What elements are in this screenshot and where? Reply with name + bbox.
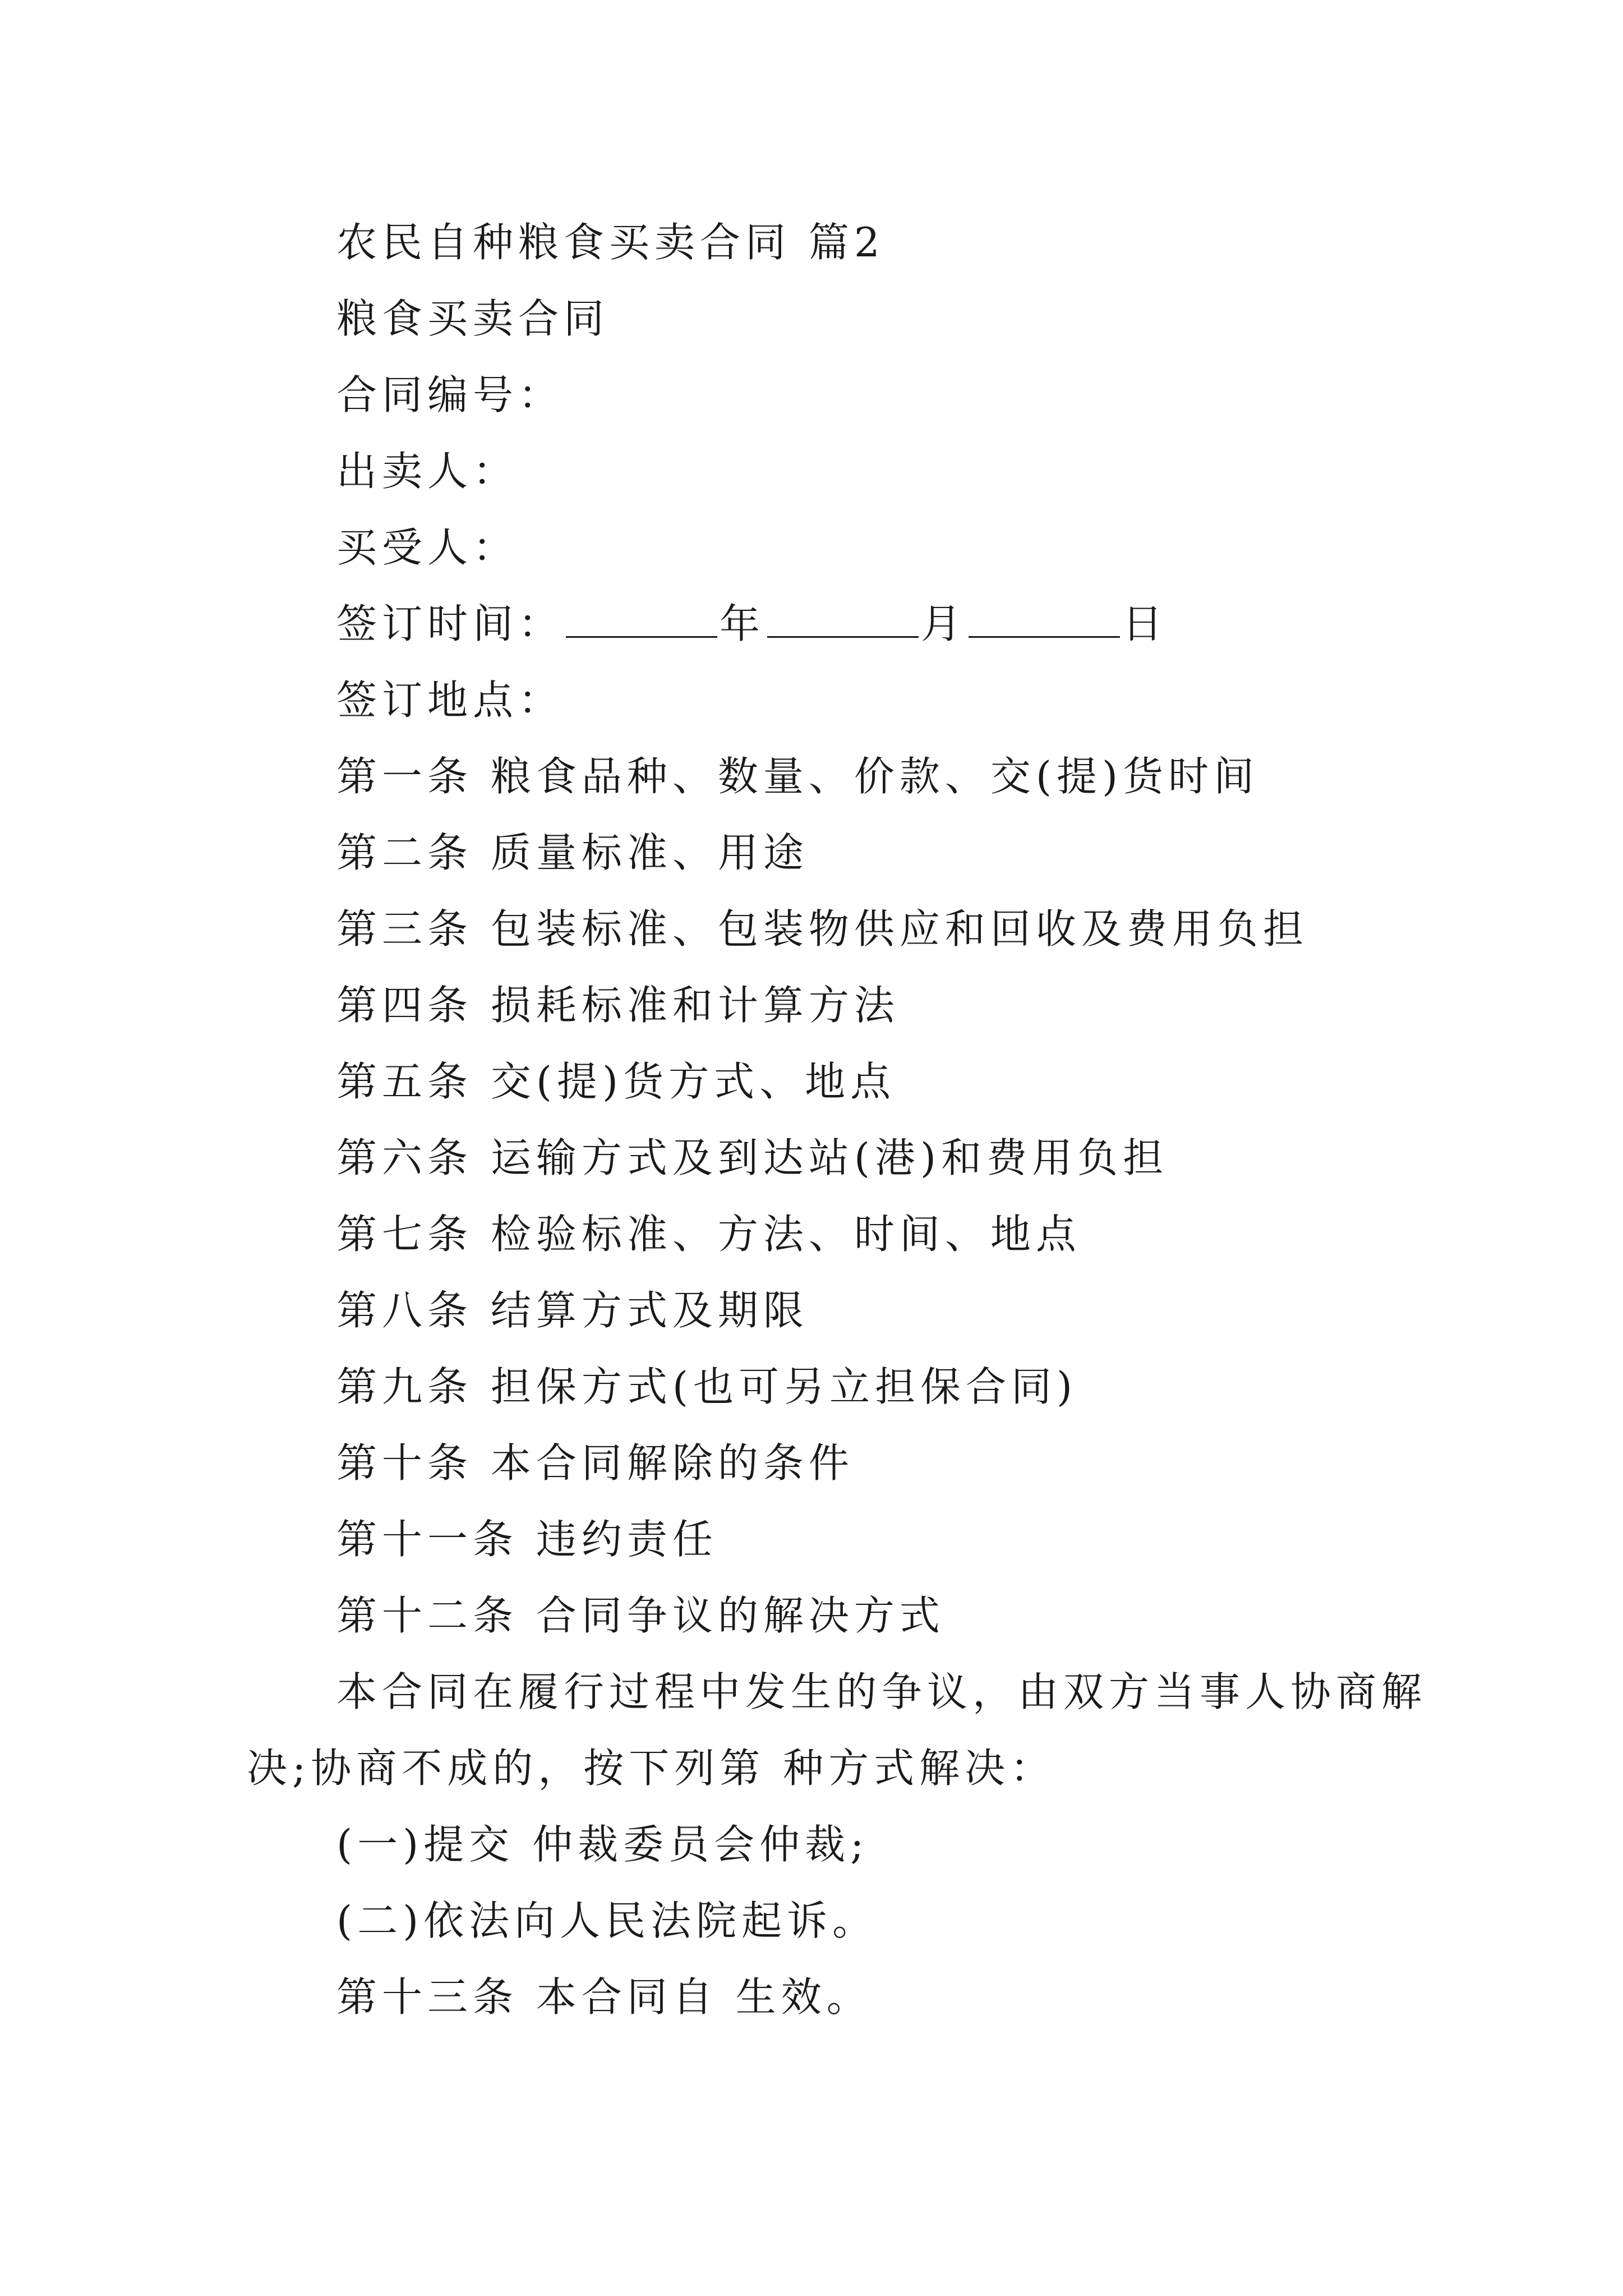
contract-title: 粮食买卖合同 bbox=[336, 295, 610, 342]
month-blank bbox=[767, 601, 919, 638]
seller-label: 出卖人： bbox=[336, 448, 519, 495]
option-arbitration: (一)提交 仲裁委员会仲裁; bbox=[336, 1821, 869, 1868]
dispute-paragraph-line-2: 决;协商不成的，按下列第 种方式解决： bbox=[247, 1745, 1056, 1792]
month-label: 月 bbox=[921, 600, 967, 647]
article-13: 第十三条 本合同自 生效。 bbox=[336, 1973, 872, 2021]
article-12: 第十二条 合同争议的解决方式 bbox=[336, 1592, 945, 1639]
document-heading: 农民自种粮食买卖合同 篇2 bbox=[336, 219, 885, 266]
dispute-paragraph-line-1: 本合同在履行过程中发生的争议，由双方当事人协商解 bbox=[336, 1668, 1427, 1715]
article-10: 第十条 本合同解除的条件 bbox=[336, 1439, 854, 1487]
day-label: 日 bbox=[1122, 600, 1168, 647]
sign-time-label: 签订时间： bbox=[336, 600, 564, 647]
year-label: 年 bbox=[720, 600, 766, 647]
article-6: 第六条 运输方式及到达站(港)和费用负担 bbox=[336, 1134, 1169, 1181]
article-5: 第五条 交(提)货方式、地点 bbox=[336, 1058, 896, 1105]
buyer-label: 买受人： bbox=[336, 524, 519, 571]
contract-number-label: 合同编号： bbox=[336, 371, 564, 418]
sign-time-line bbox=[336, 597, 1168, 651]
article-11: 第十一条 违约责任 bbox=[336, 1516, 718, 1563]
article-2: 第二条 质量标准、用途 bbox=[336, 829, 809, 876]
day-blank bbox=[969, 601, 1120, 638]
option-litigation: (二)依法向人民法院起诉。 bbox=[336, 1897, 878, 1944]
article-7: 第七条 检验标准、方法、时间、地点 bbox=[336, 1211, 1081, 1258]
article-3: 第三条 包装标准、包装物供应和回收及费用负担 bbox=[336, 905, 1308, 953]
year-blank bbox=[566, 601, 717, 638]
article-4: 第四条 损耗标准和计算方法 bbox=[336, 982, 900, 1029]
article-9: 第九条 担保方式(也可另立担保合同) bbox=[336, 1363, 1078, 1410]
article-8: 第八条 结算方式及期限 bbox=[336, 1287, 809, 1334]
article-1: 第一条 粮食品种、数量、价款、交(提)货时间 bbox=[336, 753, 1260, 800]
sign-place-label: 签订地点： bbox=[336, 677, 564, 724]
